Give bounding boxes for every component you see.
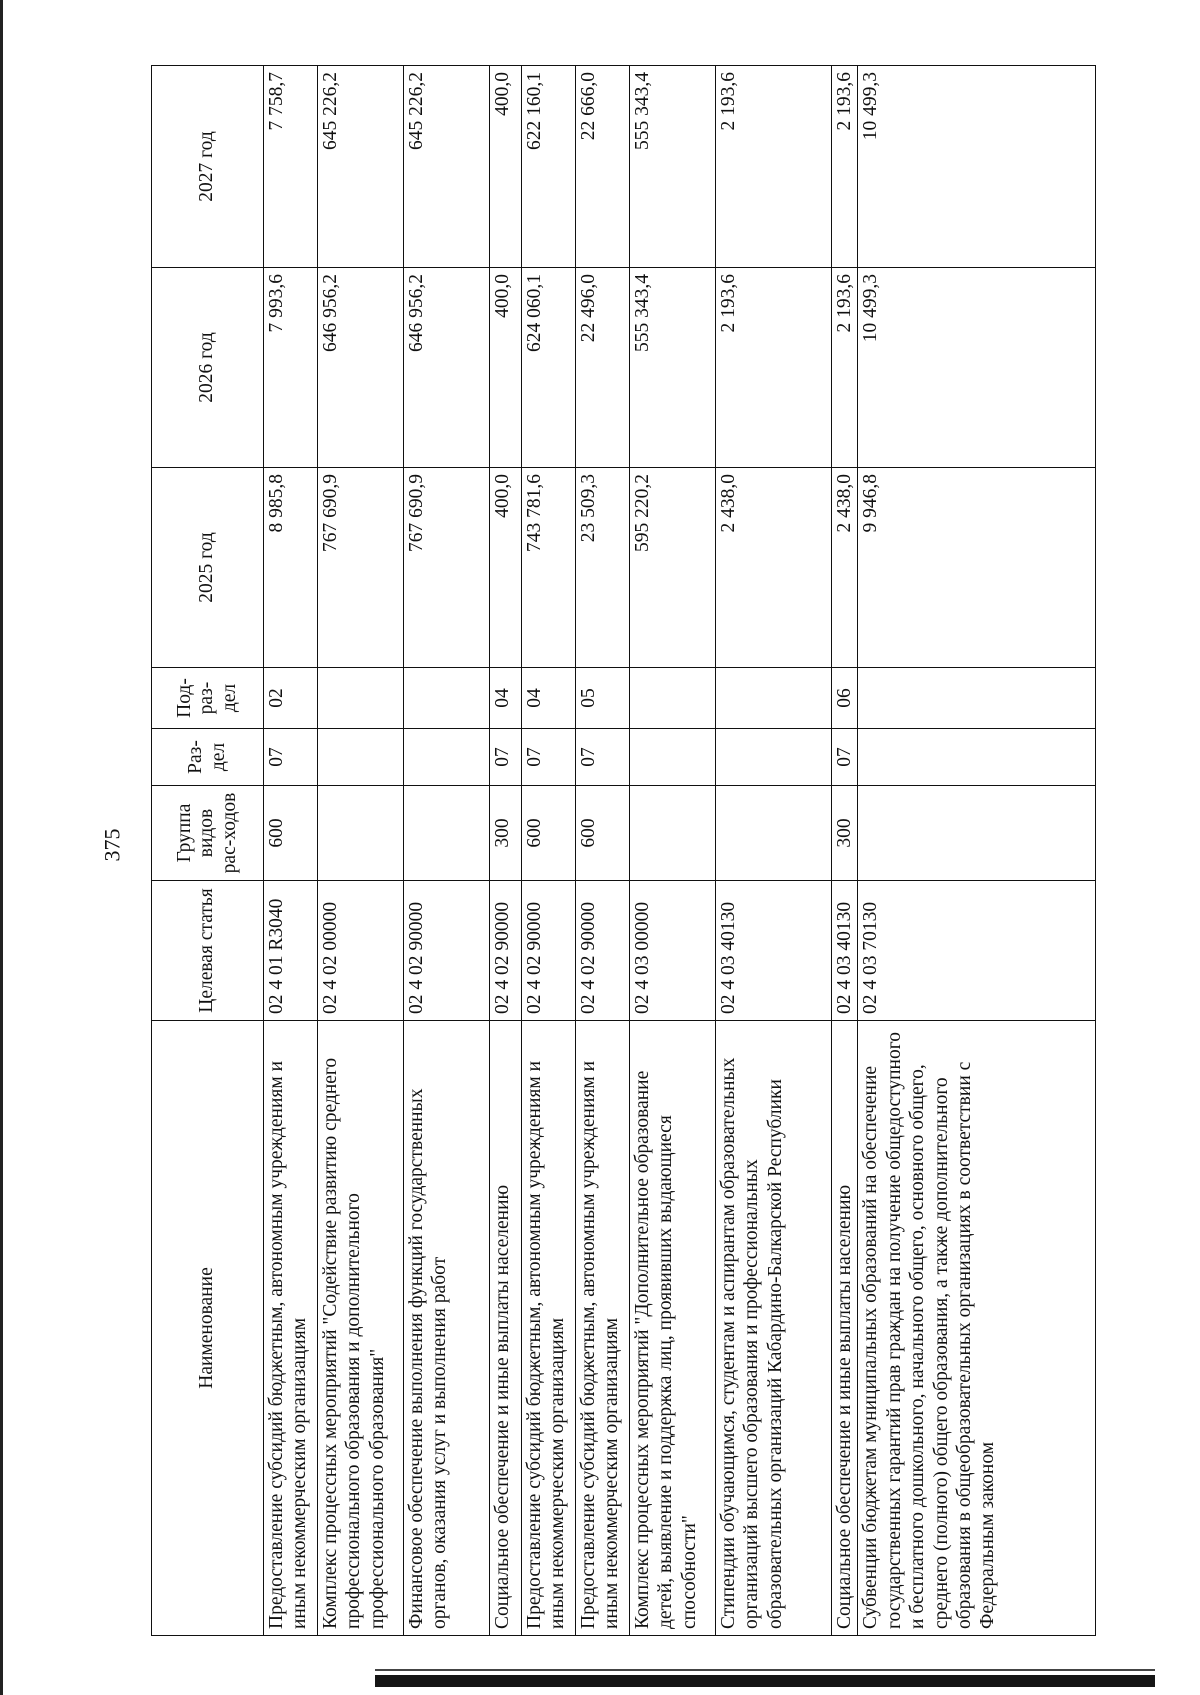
- table-row: [630, 66, 716, 1636]
- header-section: Раз-дел: [152, 729, 264, 786]
- row-subsection: 05: [576, 668, 630, 729]
- row-group: [858, 786, 1096, 881]
- row-section: 07: [522, 729, 576, 786]
- row-2027: 2 193,6: [716, 66, 832, 268]
- table-row: [832, 66, 858, 1636]
- row-name: Предоставление субсидий бюджетным, автономным учреждениям и иным некоммерческим организациям: [576, 1021, 630, 1636]
- header-2025: 2025 год: [152, 468, 264, 668]
- row-2026: 555 343,4: [630, 268, 716, 468]
- page-number-text: 375: [99, 828, 124, 862]
- row-name: Финансовое обеспечение выполнения функций государственных органов, оказания услуг и выполнения работ: [404, 1021, 490, 1636]
- header-target-article: Целевая статья: [152, 881, 264, 1021]
- row-name: Предоставление субсидий бюджетным, автономным учреждениям и иным некоммерческим организациям: [264, 1021, 318, 1636]
- row-name: Социальное обеспечение и иные выплаты населению: [490, 1021, 522, 1636]
- row-2025: 743 781,6: [522, 468, 576, 668]
- row-name: Социальное обеспечение и иные выплаты населению: [832, 1021, 858, 1636]
- row-2027: 645 226,2: [404, 66, 490, 268]
- table-row: [576, 66, 630, 1636]
- row-group: 300: [490, 786, 522, 881]
- row-2026: 2 193,6: [716, 268, 832, 468]
- row-subsection: [716, 668, 832, 729]
- row-section: [404, 729, 490, 786]
- row-section: [318, 729, 404, 786]
- table-header-row: [152, 66, 264, 1636]
- row-article: 02 4 02 90000: [576, 881, 630, 1021]
- row-name: Стипендии обучающимся, студентам и аспирантам образовательных организаций высшего образования и профессиональных образовательных организаций Кабардино-Балкарской Республики: [716, 1021, 832, 1636]
- row-subsection: 04: [522, 668, 576, 729]
- row-article: 02 4 03 00000: [630, 881, 716, 1021]
- row-group: [716, 786, 832, 881]
- row-name: Комплекс процессных мероприятий "Дополнительное образование детей, выявление и поддержка лиц, проявивших выдающиеся способности": [630, 1021, 716, 1636]
- row-article: 02 4 02 90000: [490, 881, 522, 1021]
- row-2026: 2 193,6: [832, 268, 858, 468]
- row-group: [630, 786, 716, 881]
- row-2026: 22 496,0: [576, 268, 630, 468]
- row-name: Предоставление субсидий бюджетным, автономным учреждениям и иным некоммерческим организациям: [522, 1021, 576, 1636]
- row-section: 07: [832, 729, 858, 786]
- row-section: 07: [576, 729, 630, 786]
- row-name: Комплекс процессных мероприятий "Содействие развитию среднего профессионального образования и дополнительного профессионального образования": [318, 1021, 404, 1636]
- row-2027: 7 758,7: [264, 66, 318, 268]
- header-name: Наименование: [152, 1021, 264, 1636]
- row-subsection: [404, 668, 490, 729]
- row-2025: 767 690,9: [318, 468, 404, 668]
- row-subsection: [630, 668, 716, 729]
- row-2025: 8 985,8: [264, 468, 318, 668]
- row-2027: 645 226,2: [318, 66, 404, 268]
- row-2027: 22 666,0: [576, 66, 630, 268]
- row-subsection: 06: [832, 668, 858, 729]
- row-section: 07: [264, 729, 318, 786]
- rotated-page: [151, 66, 1096, 1636]
- row-article: 02 4 02 90000: [522, 881, 576, 1021]
- row-group: 300: [832, 786, 858, 881]
- budget-table: [151, 65, 1096, 1636]
- table-row: [716, 66, 832, 1636]
- row-article: 02 4 03 70130: [858, 881, 1096, 1021]
- row-2025: 2 438,0: [832, 468, 858, 668]
- row-section: [630, 729, 716, 786]
- row-group: 600: [264, 786, 318, 881]
- header-subsection: Под-раз-дел: [152, 668, 264, 729]
- row-2025: 23 509,3: [576, 468, 630, 668]
- row-2026: 400,0: [490, 268, 522, 468]
- row-section: [858, 729, 1096, 786]
- row-article: 02 4 02 00000: [318, 881, 404, 1021]
- row-article: 02 4 03 40130: [832, 881, 858, 1021]
- row-2027: 10 499,3: [858, 66, 1096, 268]
- row-2027: 2 193,6: [832, 66, 858, 268]
- row-subsection: 02: [264, 668, 318, 729]
- row-name: Субвенции бюджетам муниципальных образований на обеспечение государственных гарантий прав граждан на получение общедоступного и бесплатного дошкольного, начального общего, основного общего, среднего (полного) общего образования, а также дополнительного образования в общеобразовательных организациях в соответствии с Федеральным законом: [858, 1021, 1096, 1636]
- row-2027: 400,0: [490, 66, 522, 268]
- row-2027: 555 343,4: [630, 66, 716, 268]
- row-2027: 622 160,1: [522, 66, 576, 268]
- table-row: [490, 66, 522, 1636]
- scan-edge-bottom: [375, 1675, 1155, 1687]
- row-2026: 646 956,2: [318, 268, 404, 468]
- row-group: 600: [522, 786, 576, 881]
- row-article: 02 4 02 90000: [404, 881, 490, 1021]
- row-section: [716, 729, 832, 786]
- row-2025: 767 690,9: [404, 468, 490, 668]
- table-row: [318, 66, 404, 1636]
- row-article: 02 4 01 R3040: [264, 881, 318, 1021]
- row-group: [404, 786, 490, 881]
- row-subsection: 04: [490, 668, 522, 729]
- row-2025: 400,0: [490, 468, 522, 668]
- header-2026: 2026 год: [152, 268, 264, 468]
- table-row: [858, 66, 1096, 1636]
- row-2025: 9 946,8: [858, 468, 1096, 668]
- row-2026: 7 993,6: [264, 268, 318, 468]
- table-row: [264, 66, 318, 1636]
- scan-edge-left: [0, 0, 3, 1695]
- row-2025: 2 438,0: [716, 468, 832, 668]
- row-2026: 10 499,3: [858, 268, 1096, 468]
- header-2027: 2027 год: [152, 66, 264, 268]
- table-row: [522, 66, 576, 1636]
- row-2026: 646 956,2: [404, 268, 490, 468]
- row-group: [318, 786, 404, 881]
- page-number: [99, 820, 125, 870]
- row-section: 07: [490, 729, 522, 786]
- row-2025: 595 220,2: [630, 468, 716, 668]
- row-subsection: [318, 668, 404, 729]
- header-expense-group: Группа видов рас-ходов: [152, 786, 264, 881]
- row-2026: 624 060,1: [522, 268, 576, 468]
- row-subsection: [858, 668, 1096, 729]
- row-article: 02 4 03 40130: [716, 881, 832, 1021]
- row-group: 600: [576, 786, 630, 881]
- table-row: [404, 66, 490, 1636]
